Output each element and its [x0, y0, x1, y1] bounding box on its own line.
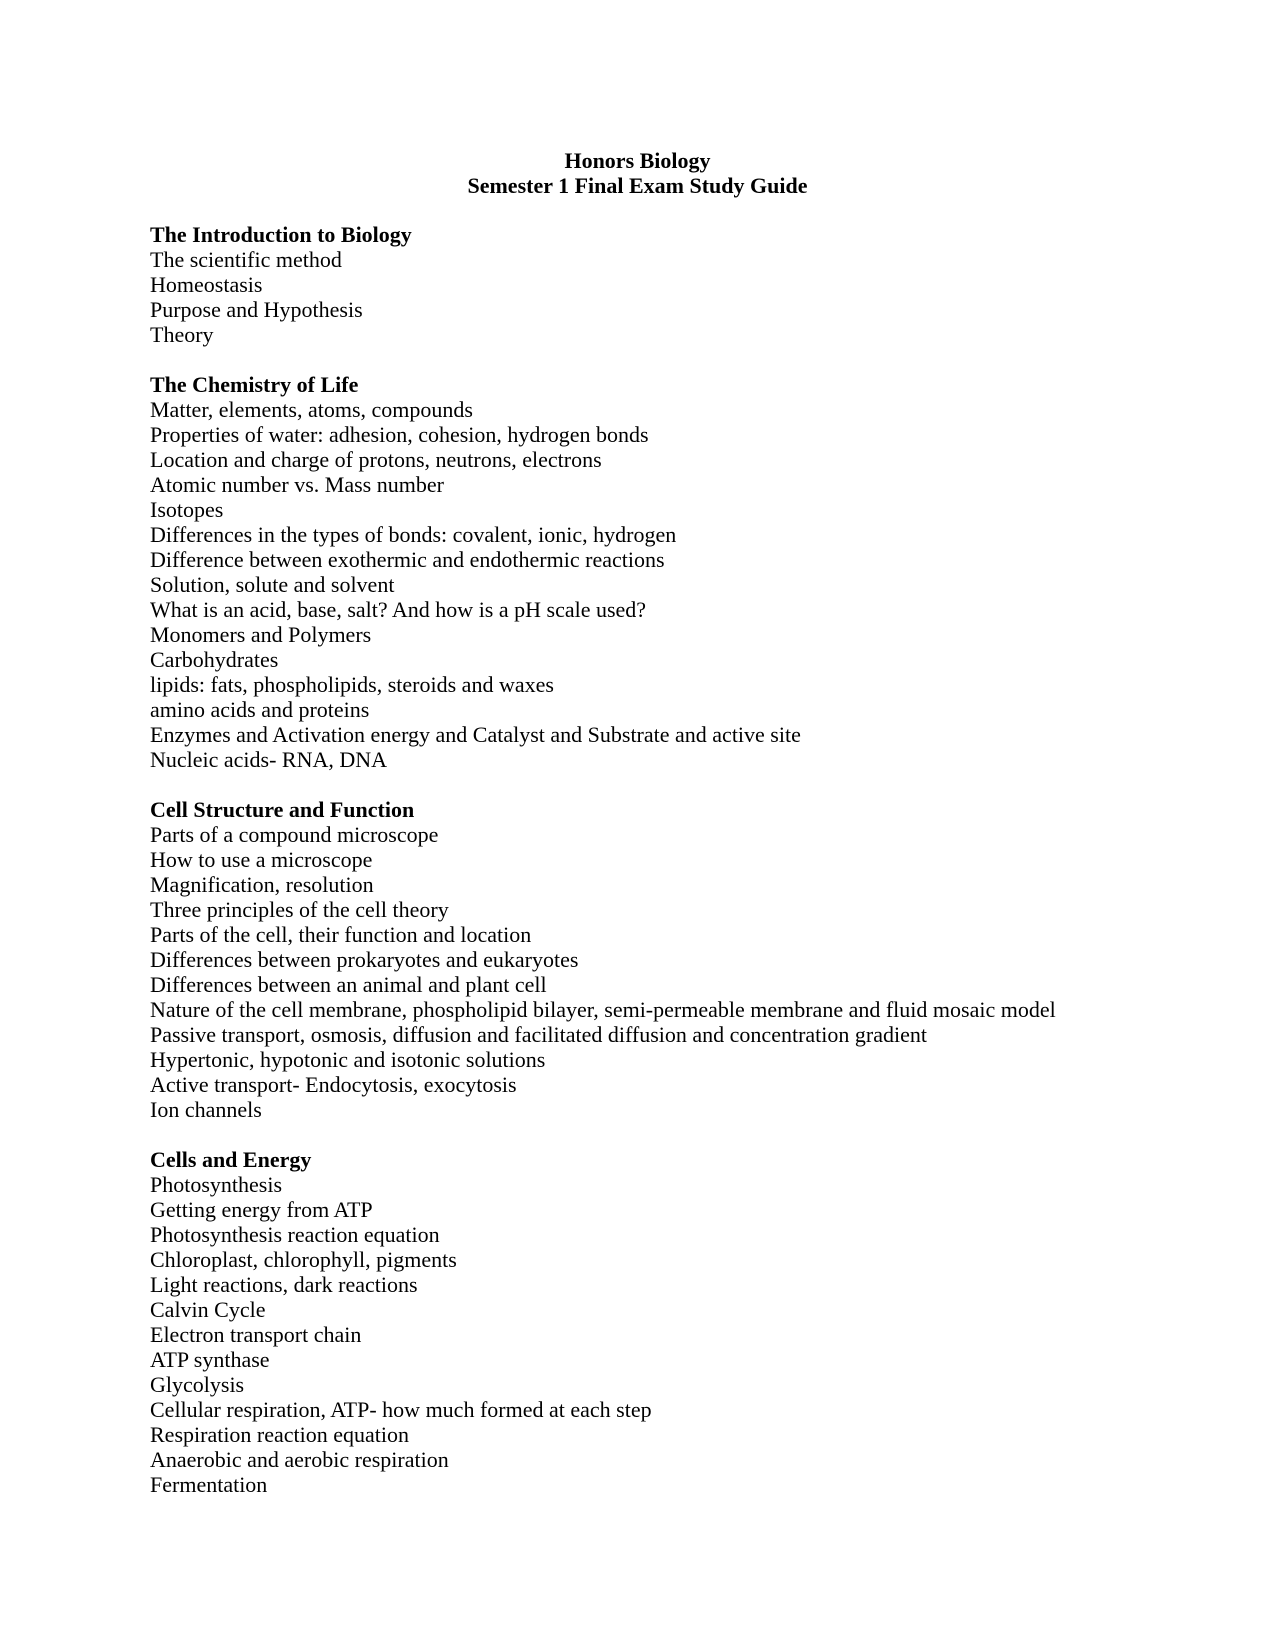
topic-item: Photosynthesis reaction equation — [150, 1222, 440, 1247]
topic-item: Differences between prokaryotes and eukaryotes — [150, 947, 579, 972]
section-heading: Cell Structure and Function — [150, 797, 415, 822]
topic-item: Matter, elements, atoms, compounds — [150, 397, 473, 422]
study-section — [150, 797, 1250, 1122]
topic-item: Calvin Cycle — [150, 1297, 266, 1322]
document-subtitle: Semester 1 Final Exam Study Guide — [467, 173, 808, 198]
topic-item: Electron transport chain — [150, 1322, 362, 1347]
topic-item: Isotopes — [150, 497, 224, 522]
topic-item: Three principles of the cell theory — [150, 897, 449, 922]
topic-item: How to use a microscope — [150, 847, 373, 872]
document-title: Honors Biology — [564, 148, 711, 173]
topic-item: Atomic number vs. Mass number — [150, 472, 444, 497]
study-section — [150, 222, 1250, 347]
topic-item: Ion channels — [150, 1097, 262, 1122]
topic-item: What is an acid, base, salt? And how is a pH scale used? — [150, 597, 647, 622]
topic-item: Parts of the cell, their function and location — [150, 922, 532, 947]
topic-item: Monomers and Polymers — [150, 622, 372, 647]
title-block — [0, 148, 1275, 198]
topic-item: Homeostasis — [150, 272, 263, 297]
topic-item: Properties of water: adhesion, cohesion, hydrogen bonds — [150, 422, 649, 447]
topic-item: Solution, solute and solvent — [150, 572, 395, 597]
topic-item: Differences between an animal and plant cell — [150, 972, 547, 997]
topic-item: Light reactions, dark reactions — [150, 1272, 418, 1297]
topic-item: Chloroplast, chlorophyll, pigments — [150, 1247, 457, 1272]
topic-item: Enzymes and Activation energy and Catalyst and Substrate and active site — [150, 722, 801, 747]
topic-item: Differences in the types of bonds: covalent, ionic, hydrogen — [150, 522, 677, 547]
topic-item: ATP synthase — [150, 1347, 270, 1372]
topic-item: Nature of the cell membrane, phospholipid bilayer, semi-permeable membrane and fluid mosaic model — [150, 997, 1056, 1022]
study-guide-content — [150, 222, 1250, 1522]
topic-item: Theory — [150, 322, 214, 347]
topic-item: lipids: fats, phospholipids, steroids and waxes — [150, 672, 554, 697]
topic-item: Fermentation — [150, 1472, 268, 1497]
study-section — [150, 1147, 1250, 1497]
topic-item: Anaerobic and aerobic respiration — [150, 1447, 449, 1472]
topic-item: Getting energy from ATP — [150, 1197, 373, 1222]
topic-item: Passive transport, osmosis, diffusion and facilitated diffusion and concentration gradient — [150, 1022, 927, 1047]
topic-item: Nucleic acids- RNA, DNA — [150, 747, 388, 772]
topic-item: Magnification, resolution — [150, 872, 374, 897]
topic-item: Respiration reaction equation — [150, 1422, 410, 1447]
topic-item: Location and charge of protons, neutrons, electrons — [150, 447, 602, 472]
topic-item: Glycolysis — [150, 1372, 245, 1397]
topic-item: Difference between exothermic and endothermic reactions — [150, 547, 665, 572]
topic-item: The scientific method — [150, 247, 342, 272]
topic-item: Active transport- Endocytosis, exocytosis — [150, 1072, 517, 1097]
study-section — [150, 372, 1250, 772]
topic-item: Carbohydrates — [150, 647, 279, 672]
topic-item: Purpose and Hypothesis — [150, 297, 363, 322]
topic-item: amino acids and proteins — [150, 697, 370, 722]
topic-item: Parts of a compound microscope — [150, 822, 439, 847]
topic-item: Hypertonic, hypotonic and isotonic solutions — [150, 1047, 546, 1072]
topic-item: Photosynthesis — [150, 1172, 283, 1197]
section-heading: The Introduction to Biology — [150, 222, 412, 247]
topic-item: Cellular respiration, ATP- how much formed at each step — [150, 1397, 652, 1422]
section-heading: Cells and Energy — [150, 1147, 312, 1172]
section-heading: The Chemistry of Life — [150, 372, 359, 397]
